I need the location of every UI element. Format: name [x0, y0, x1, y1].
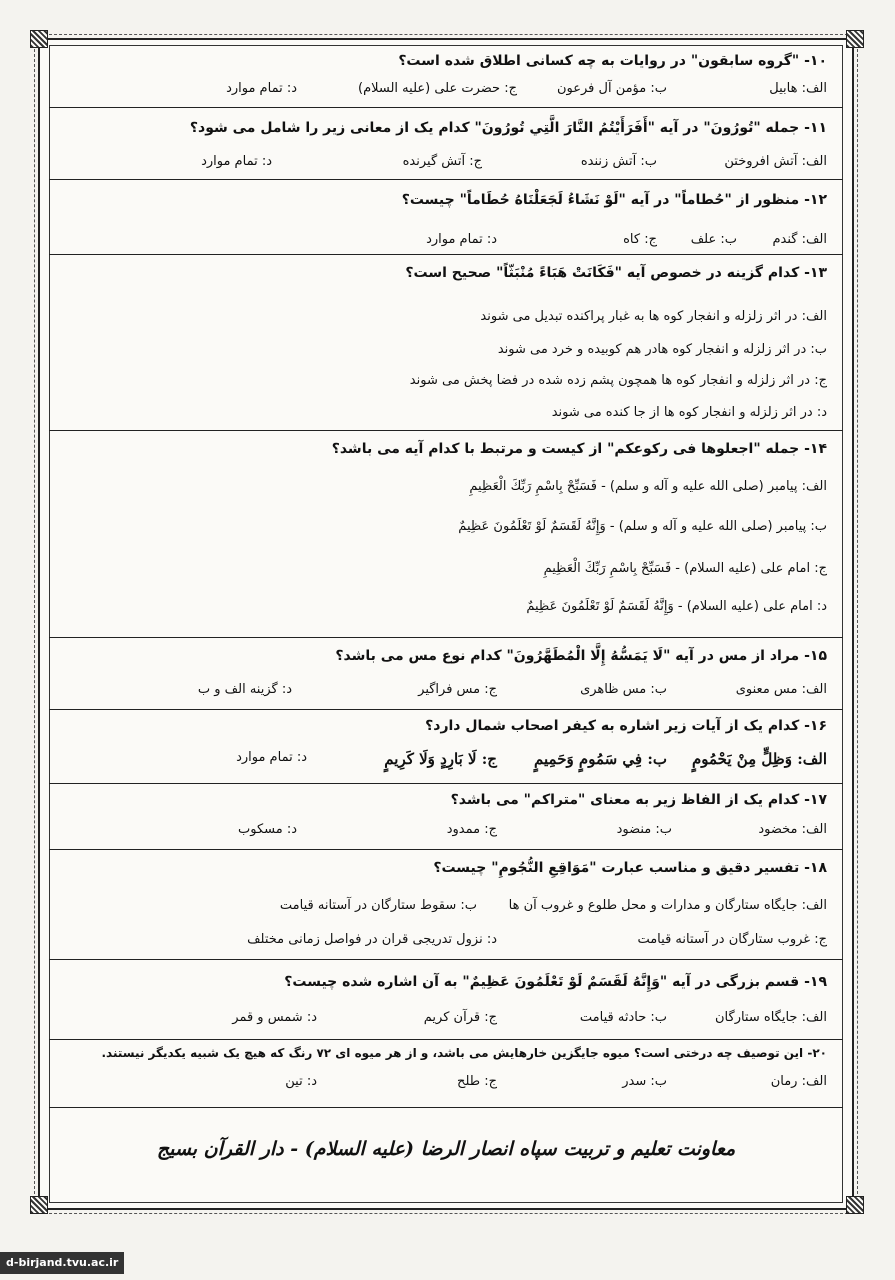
option-dal[interactable]: د: تمام موارد: [426, 232, 497, 247]
border-corner-ornament: [30, 30, 48, 48]
option-dal[interactable]: د: در اثر زلزله و انفجار کوه ها از جا کنده می شوند: [551, 405, 827, 420]
option-alef[interactable]: الف: جایگاه ستارگان و مدارات و محل طلوع و غروب آن ها: [508, 898, 827, 913]
question-17: [49, 784, 843, 850]
option-jim[interactable]: ج: قرآن کریم: [423, 1010, 497, 1025]
question-stem: ۱۵- مراد از مس در آیه "لَا يَمَسُّهُ إِلَّا الْمُطَهَّرُونَ" کدام نوع مس می باشد؟: [335, 648, 827, 664]
option-jim[interactable]: ج: طلح: [457, 1074, 497, 1089]
option-be[interactable]: ب: پیامبر (صلی الله علیه و آله و سلم) - وَإِنَّهُ لَقَسَمٌ لَوْ تَعْلَمُونَ عَظِيمٌ: [458, 519, 827, 534]
question-12: [49, 180, 843, 255]
option-be[interactable]: ب: علف: [690, 232, 737, 247]
border-corner-ornament: [30, 1196, 48, 1214]
option-alef[interactable]: الف: مخضود: [758, 822, 827, 837]
question-10: [49, 45, 843, 108]
watermark: d-birjand.tvu.ac.ir: [0, 1252, 124, 1274]
option-be[interactable]: ب: سدر: [622, 1074, 667, 1089]
option-alef[interactable]: الف: مس معنوی: [735, 682, 827, 697]
footer: [49, 1108, 843, 1203]
border-corner-ornament: [846, 1196, 864, 1214]
option-alef[interactable]: الف: در اثر زلزله و انفجار کوه ها به غبار پراکنده تبدیل می شوند: [480, 309, 827, 324]
question-stem: ۱۶- کدام یک از آیات زیر اشاره به کیفر اصحاب شمال دارد؟: [425, 718, 827, 734]
option-dal[interactable]: د: تمام موارد: [226, 81, 297, 96]
option-dal[interactable]: د: تمام موارد: [236, 750, 307, 765]
question-18: [49, 850, 843, 960]
border-corner-ornament: [846, 30, 864, 48]
question-13: [49, 255, 843, 431]
option-jim[interactable]: ج: غروب ستارگان در آستانه قیامت: [637, 932, 827, 947]
question-stem: ۱۹- قسم بزرگی در آیه "وَإِنَّهُ لَقَسَمٌ لَوْ تَعْلَمُونَ عَظِيمٌ" به آن اشاره شده چیست؟: [284, 974, 827, 990]
option-dal[interactable]: د: نزول تدریجی قران در فواصل زمانی مختلف: [247, 932, 497, 947]
option-jim[interactable]: ج: مس فراگیر: [418, 682, 497, 697]
option-alef[interactable]: الف: گندم: [772, 232, 827, 247]
option-jim[interactable]: ج: لَا بَارِدٍ وَلَا كَرِيمٍ: [384, 750, 497, 768]
option-jim[interactable]: ج: حضرت علی (علیه السلام): [358, 81, 517, 96]
option-dal[interactable]: د: گزینه الف و ب: [197, 682, 292, 697]
question-stem: ۱۲- منظور از "حُطاماً" در آیه "لَوْ نَشَاءُ لَجَعَلْنَاهُ حُطَاماً" چیست؟: [401, 192, 827, 208]
question-20: [49, 1040, 843, 1108]
option-be[interactable]: ب: سقوط ستارگان در آستانه قیامت: [279, 898, 477, 913]
question-stem: ۱۰- "گروه سابقون" در روایات به چه کسانی اطلاق شده است؟: [398, 53, 827, 69]
question-stem: ۱۸- تفسیر دقیق و مناسب عبارت "مَوَاقِعِ النُّجُومِ" چیست؟: [433, 860, 827, 876]
question-19: [49, 960, 843, 1040]
option-be[interactable]: ب: مس ظاهری: [580, 682, 667, 697]
option-dal[interactable]: د: مسکوب: [238, 822, 297, 837]
option-jim[interactable]: ج: ممدود: [446, 822, 497, 837]
question-stem: ۱۳- کدام گزینه در خصوص آیه "فَكَانَتْ هَبَاءً مُنْبَثّاً" صحیح است؟: [405, 265, 827, 281]
option-dal[interactable]: د: تین: [285, 1074, 317, 1089]
question-16: [49, 710, 843, 784]
option-dal[interactable]: د: تمام موارد: [201, 154, 272, 169]
question-15: [49, 638, 843, 710]
option-dal[interactable]: د: امام علی (علیه السلام) - وَإِنَّهُ لَقَسَمٌ لَوْ تَعْلَمُونَ عَظِيمٌ: [526, 599, 827, 614]
option-alef[interactable]: الف: جایگاه ستارگان: [715, 1010, 827, 1025]
question-stem: ۲۰- این توصیف چه درختی است؟ میوه جایگزین خارهایش می باشد، و از هر میوه ای ۷۲ رنگ که هیچ یک شبیه یکدیگر نیستند.: [101, 1046, 827, 1060]
option-jim[interactable]: ج: کاه: [623, 232, 657, 247]
option-alef[interactable]: الف: رمان: [770, 1074, 827, 1089]
option-be[interactable]: ب: مؤمن آل فرعون: [556, 81, 667, 96]
option-dal[interactable]: د: شمس و قمر: [232, 1010, 317, 1025]
option-jim[interactable]: ج: آتش گیرنده: [402, 154, 482, 169]
question-stem: ۱۱- جمله "تُورُونَ" در آیه "أَفَرَأَيْتُمُ النَّارَ الَّتِي تُورُونَ" کدام یک از معانی زیر را شامل می شود؟: [189, 120, 827, 136]
question-14: [49, 431, 843, 638]
question-11: [49, 108, 843, 180]
option-be[interactable]: ب: آتش زننده: [580, 154, 657, 169]
option-alef[interactable]: الف: پیامبر (صلی الله علیه و آله و سلم) - فَسَبِّحْ بِاسْمِ رَبِّكَ الْعَظِيمِ: [469, 479, 827, 494]
question-stem: ۱۴- جمله "اجعلوها فی رکوعکم" از کیست و مرتبط با کدام آیه می باشد؟: [331, 441, 827, 457]
option-be[interactable]: ب: حادثه قیامت: [579, 1010, 667, 1025]
option-be[interactable]: ب: فِي سَمُومٍ وَحَمِيمٍ: [534, 750, 667, 768]
option-jim[interactable]: ج: امام علی (علیه السلام) - فَسَبِّحْ بِاسْمِ رَبِّكَ الْعَظِيمِ: [543, 561, 827, 576]
question-stem: ۱۷- کدام یک از الفاظ زیر به معنای "متراکم" می باشد؟: [450, 792, 827, 808]
option-alef[interactable]: الف: وَظِلٍّ مِنْ يَحْمُومٍ: [691, 750, 827, 768]
option-jim[interactable]: ج: در اثر زلزله و انفجار کوه ها همچون پشم زده شده در فضا پخش می شوند: [409, 373, 827, 388]
option-be[interactable]: ب: منضود: [616, 822, 672, 837]
option-alef[interactable]: الف: آتش افروختن: [724, 154, 827, 169]
option-be[interactable]: ب: در اثر زلزله و انفجار کوه هادر هم کوبیده و خرد می شوند: [497, 342, 827, 357]
footer-organization: معاونت تعلیم و تربیت سپاه انصار الرضا (علیه السلام) - دار القرآن بسیج: [156, 1138, 736, 1160]
option-alef[interactable]: الف: هابیل: [769, 81, 827, 96]
